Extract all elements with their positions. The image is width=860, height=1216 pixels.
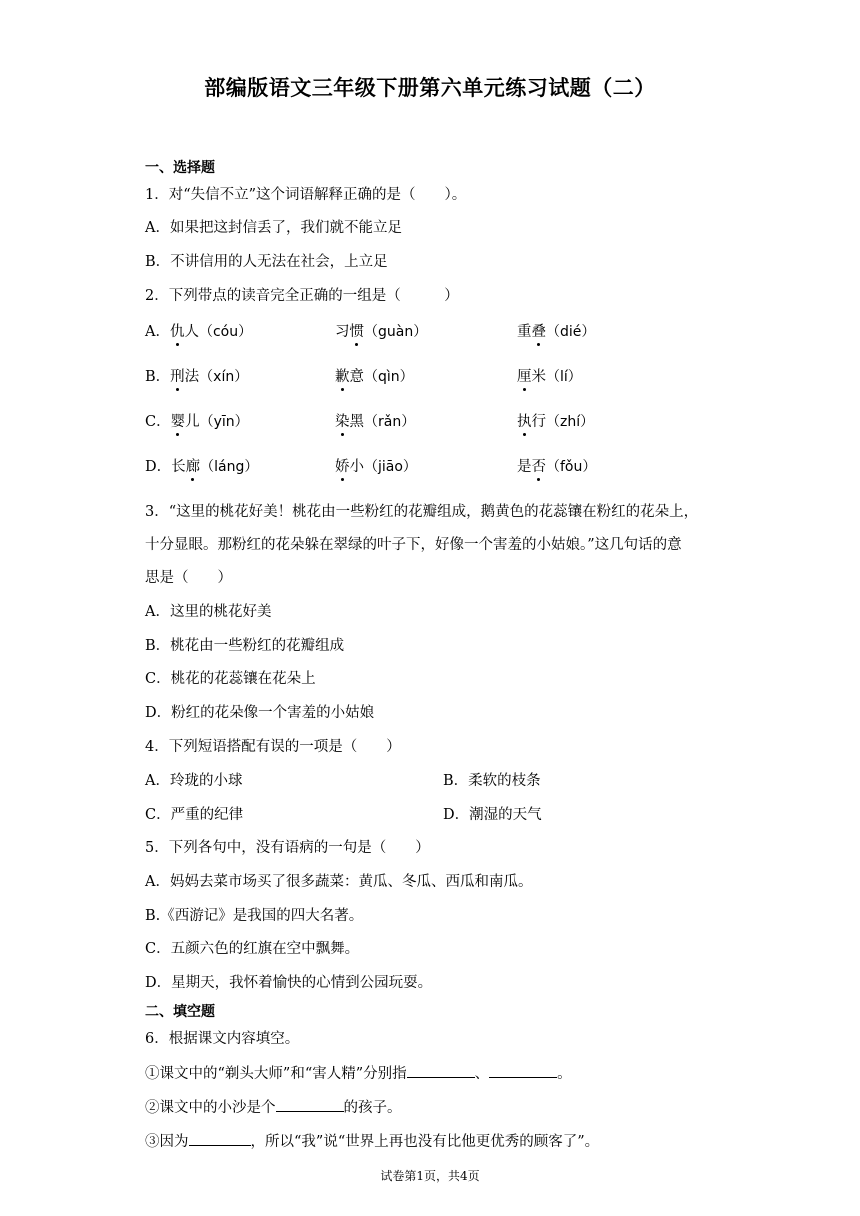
question-5-option-c: C．五颜六色的红旗在空中飘舞。: [145, 941, 360, 957]
option-text: 黑: [349, 414, 364, 430]
pinyin: （jiāo）: [364, 459, 417, 475]
item-1-text-a: ①课文中的“剃头大师”和“害人精”分别指: [145, 1066, 407, 1082]
question-2-option: [145, 367, 248, 387]
answer-blank[interactable]: [189, 1131, 251, 1146]
question-6-item-2: [145, 1097, 402, 1118]
page-footer: 试卷第1页，共4页: [380, 1169, 480, 1183]
option-text: 习: [335, 324, 350, 340]
question-5-stem: 5．下列各句中，没有语病的一句是（ ）: [145, 840, 430, 856]
question-2-option: [517, 322, 595, 342]
option-text: 小: [349, 459, 364, 475]
question-2-option: [335, 412, 415, 432]
option-text: 重: [517, 324, 532, 340]
question-5-option-d: D．星期天，我怀着愉快的心情到公园玩耍。: [145, 975, 433, 991]
pinyin: （cóu）: [198, 324, 253, 340]
dotted-character: 惯: [349, 324, 364, 340]
question-6-stem: 6．根据课文内容填空。: [145, 1031, 300, 1047]
question-1-stem: 1．对“失信不立”这个词语解释正确的是（ ）。: [145, 187, 467, 203]
question-2-option: [335, 322, 427, 342]
option-text: 意: [349, 369, 364, 385]
question-4-stem: 4．下列短语搭配有误的一项是（ ）: [145, 739, 401, 755]
option-text: 法: [184, 369, 200, 385]
question-3-option-d: D．粉红的花朵像一个害羞的小姑娘: [145, 705, 375, 721]
question-3-line-2: 十分显眼。那粉红的花朵躲在翠绿的叶子下，好像一个害羞的小姑娘。”这几句话的意: [145, 537, 682, 553]
question-4-option-b: B．柔软的枝条: [443, 773, 541, 789]
item-1-text-b: 、: [474, 1066, 490, 1082]
dotted-character: 染: [335, 414, 350, 430]
question-6-item-1: [145, 1063, 572, 1084]
option-text: C．: [145, 414, 171, 430]
pinyin: （guàn）: [364, 324, 428, 340]
question-4-option-d: D．潮湿的天气: [443, 807, 542, 823]
pinyin: （dié）: [546, 324, 596, 340]
question-5-option-a: A．妈妈去菜市场买了很多蔬菜：黄瓜、冬瓜、西瓜和南瓜。: [145, 874, 533, 890]
pinyin: （rǎn）: [364, 414, 416, 430]
pinyin: （qìn）: [364, 369, 414, 385]
answer-blank[interactable]: [276, 1097, 344, 1112]
item-2-text-b: 的孩子。: [343, 1100, 402, 1116]
question-2-option: [145, 457, 258, 477]
option-text: A．: [145, 324, 170, 340]
question-3-option-a: A．这里的桃花好美: [145, 604, 272, 620]
item-1-text-c: 。: [557, 1066, 572, 1082]
question-1-option-b: B．不讲信用的人无法在社会，上立足: [145, 254, 388, 270]
pinyin: （láng）: [200, 459, 259, 475]
question-4-option-c: C．严重的纪律: [145, 807, 244, 823]
question-3-option-c: C．桃花的花蕊镶在花朵上: [145, 671, 316, 687]
option-text: 人: [184, 324, 199, 340]
dotted-character: 廊: [185, 459, 201, 475]
option-text: 儿: [185, 414, 200, 430]
question-1-option-a: A．如果把这封信丢了，我们就不能立足: [145, 220, 402, 236]
item-2-text-a: ②课文中的小沙是个: [145, 1100, 276, 1116]
question-2-option: [335, 457, 417, 477]
answer-blank[interactable]: [407, 1063, 475, 1078]
section-heading-choice: 一、选择题: [145, 160, 215, 176]
page-title: 部编版语文三年级下册第六单元练习试题（二）: [204, 76, 656, 100]
question-2-option: [145, 322, 252, 342]
question-5-option-b: B.《西游记》是我国的四大名著。: [145, 908, 364, 924]
question-2-option: [517, 457, 596, 477]
question-2-option: [517, 367, 582, 387]
pinyin: （yīn）: [199, 414, 249, 430]
question-3-line-3: 思是（ ）: [145, 570, 232, 586]
dotted-character: 歉: [335, 369, 350, 385]
answer-blank[interactable]: [489, 1063, 557, 1078]
section-heading-fill: 二、填空题: [145, 1004, 215, 1020]
item-3-text-a: ③因为: [145, 1134, 189, 1150]
dotted-character: 否: [531, 459, 546, 475]
dotted-character: 叠: [531, 324, 546, 340]
dotted-character: 执: [517, 414, 532, 430]
question-3-option-b: B．桃花由一些粉红的花瓣组成: [145, 638, 345, 654]
question-4-option-a: A．玲珑的小球: [145, 773, 243, 789]
option-text: 行: [531, 414, 546, 430]
option-text: D．长: [145, 459, 186, 475]
dotted-character: 婴: [170, 414, 186, 430]
pinyin: （fǒu）: [546, 459, 597, 475]
question-2-option: [145, 412, 249, 432]
dotted-character: 仇: [169, 324, 185, 340]
question-2-stem: 2．下列带点的读音完全正确的一组是（ ）: [145, 288, 459, 304]
item-3-text-b: ，所以“我”说“世界上再也没有比他更优秀的顾客了”。: [250, 1134, 600, 1150]
dotted-character: 厘: [517, 369, 532, 385]
question-2-option: [335, 367, 414, 387]
pinyin: （lí）: [546, 369, 582, 385]
option-text: B．: [145, 369, 171, 385]
question-2-option: [517, 412, 594, 432]
dotted-character: 刑: [170, 369, 185, 385]
option-text: 是: [517, 459, 532, 475]
pinyin: （xín）: [199, 369, 249, 385]
pinyin: （zhí）: [546, 414, 595, 430]
question-3-line-1: 3．“这里的桃花好美！桃花由一些粉红的花瓣组成，鹅黄色的花蕊镶在粉红的花朵上，: [145, 504, 699, 520]
option-text: 米: [531, 369, 546, 385]
question-6-item-3: [145, 1131, 599, 1152]
dotted-character: 娇: [335, 459, 350, 475]
